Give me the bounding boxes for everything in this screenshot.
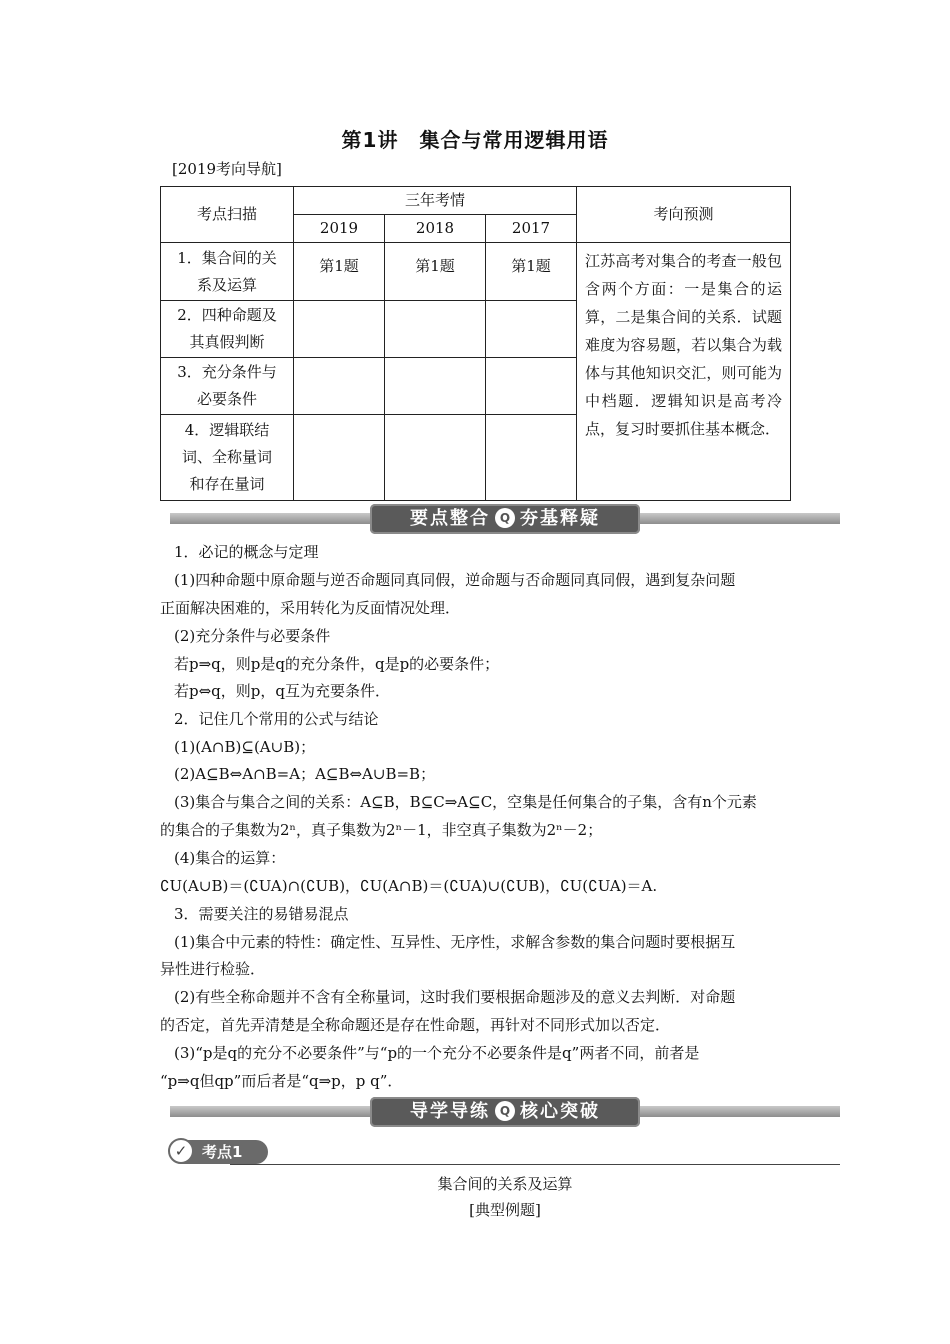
- check-icon: ✓: [168, 1138, 194, 1164]
- formula-3b: 的集合的子集数为2ⁿ，真子集数为2ⁿ－1，非空真子集数为2ⁿ－2；: [160, 821, 603, 839]
- point-4: 4．逻辑联结 词、全称量词 和存在量词: [161, 415, 294, 501]
- heading-3: 3．需要关注的易错易混点: [174, 905, 349, 923]
- heading-2: 2．记住几个常用的公式与结论: [174, 710, 379, 728]
- exam-table: [160, 186, 791, 501]
- para-1a: (1)四种命题中原命题与逆否命题同真同假，逆命题与否命题同真同假，遇到复杂问题: [174, 571, 736, 589]
- note-3b: “p⇒q但qp”而后者是“q⇒p，p q”．: [160, 1072, 403, 1090]
- header-points: 考点扫描: [161, 187, 294, 243]
- nav-label: [2019考向导航]: [172, 160, 282, 178]
- cell-2018: 第1题: [385, 243, 486, 301]
- formula-2: (2)A⊆B⇔A∩B=A；A⊆B⇔A∪B=B；: [174, 765, 436, 783]
- section-subtitle: [典型例题]: [469, 1201, 541, 1219]
- section-banner-1: 要点整合 Q 夯基释疑: [170, 504, 840, 534]
- section-title: 集合间的关系及运算: [437, 1175, 573, 1193]
- banner-q-icon: Q: [495, 1101, 515, 1121]
- kaodian-label: 考点1: [202, 1143, 243, 1161]
- note-2b: 的否定，首先弄清楚是全称命题还是存在性命题，再针对不同形式加以否定．: [160, 1016, 671, 1034]
- point-1: 1．集合间的关 系及运算: [161, 243, 294, 301]
- note-2a: (2)有些全称命题并不含有全称量词，这时我们要根据命题涉及的意义去判断．对命题: [174, 988, 736, 1006]
- note-1a: (1)集合中元素的特性：确定性、互异性、无序性，求解含参数的集合问题时要根据互: [174, 933, 736, 951]
- cell-2017: 第1题: [486, 243, 577, 301]
- header-predict: 考向预测: [577, 187, 791, 243]
- formula-5: ∁U(A∪B)＝(∁UA)∩(∁UB)，∁U(A∩B)＝(∁UA)∪(∁UB)，∁U(∁UA)＝A.: [160, 877, 658, 895]
- banner-q-icon: Q: [495, 508, 515, 528]
- para-1b: 正面解决困难的，采用转化为反面情况处理．: [160, 599, 461, 617]
- formula-3a: (3)集合与集合之间的关系：A⊆B，B⊆C⇒A⊆C，空集是任何集合的子集，含有n个元素: [174, 793, 757, 811]
- prediction-text: 江苏高考对集合的考查一般包含两个方面：一是集合的运算，二是集合间的关系．试题难度为容易题，若以集合为载体与其他知识交汇，则可能为中档题．逻辑知识是高考冷点，复习时要抓住基本概念．: [577, 243, 791, 501]
- formula-4: (4)集合的运算：: [174, 849, 286, 867]
- section-banner-2: 导学导练 Q 核心突破: [170, 1097, 840, 1127]
- year-2019: 2019: [294, 215, 385, 243]
- header-three-years: 三年考情: [294, 187, 577, 215]
- formula-1: (1)(A∩B)⊆(A∪B)；: [174, 738, 316, 756]
- point-3: 3．充分条件与 必要条件: [161, 358, 294, 415]
- para-2: (2)充分条件与必要条件: [174, 627, 331, 645]
- point-2: 2．四种命题及 其真假判断: [161, 301, 294, 358]
- year-2017: 2017: [486, 215, 577, 243]
- year-2018: 2018: [385, 215, 486, 243]
- para-4: 若p⇔q，则p，q互为充要条件．: [174, 682, 390, 700]
- note-3a: (3)“p是q的充分不必要条件”与“p的一个充分不必要条件是q”两者不同，前者是: [174, 1044, 700, 1062]
- page-title: 第1讲 集合与常用逻辑用语: [341, 128, 609, 152]
- heading-1: 1．必记的概念与定理: [174, 543, 319, 561]
- para-3: 若p⇒q，则p是q的充分条件，q是p的必要条件；: [174, 655, 500, 673]
- cell-2019: 第1题: [294, 243, 385, 301]
- kaodian-marker: [170, 1140, 840, 1166]
- note-1b: 异性进行检验．: [160, 960, 266, 978]
